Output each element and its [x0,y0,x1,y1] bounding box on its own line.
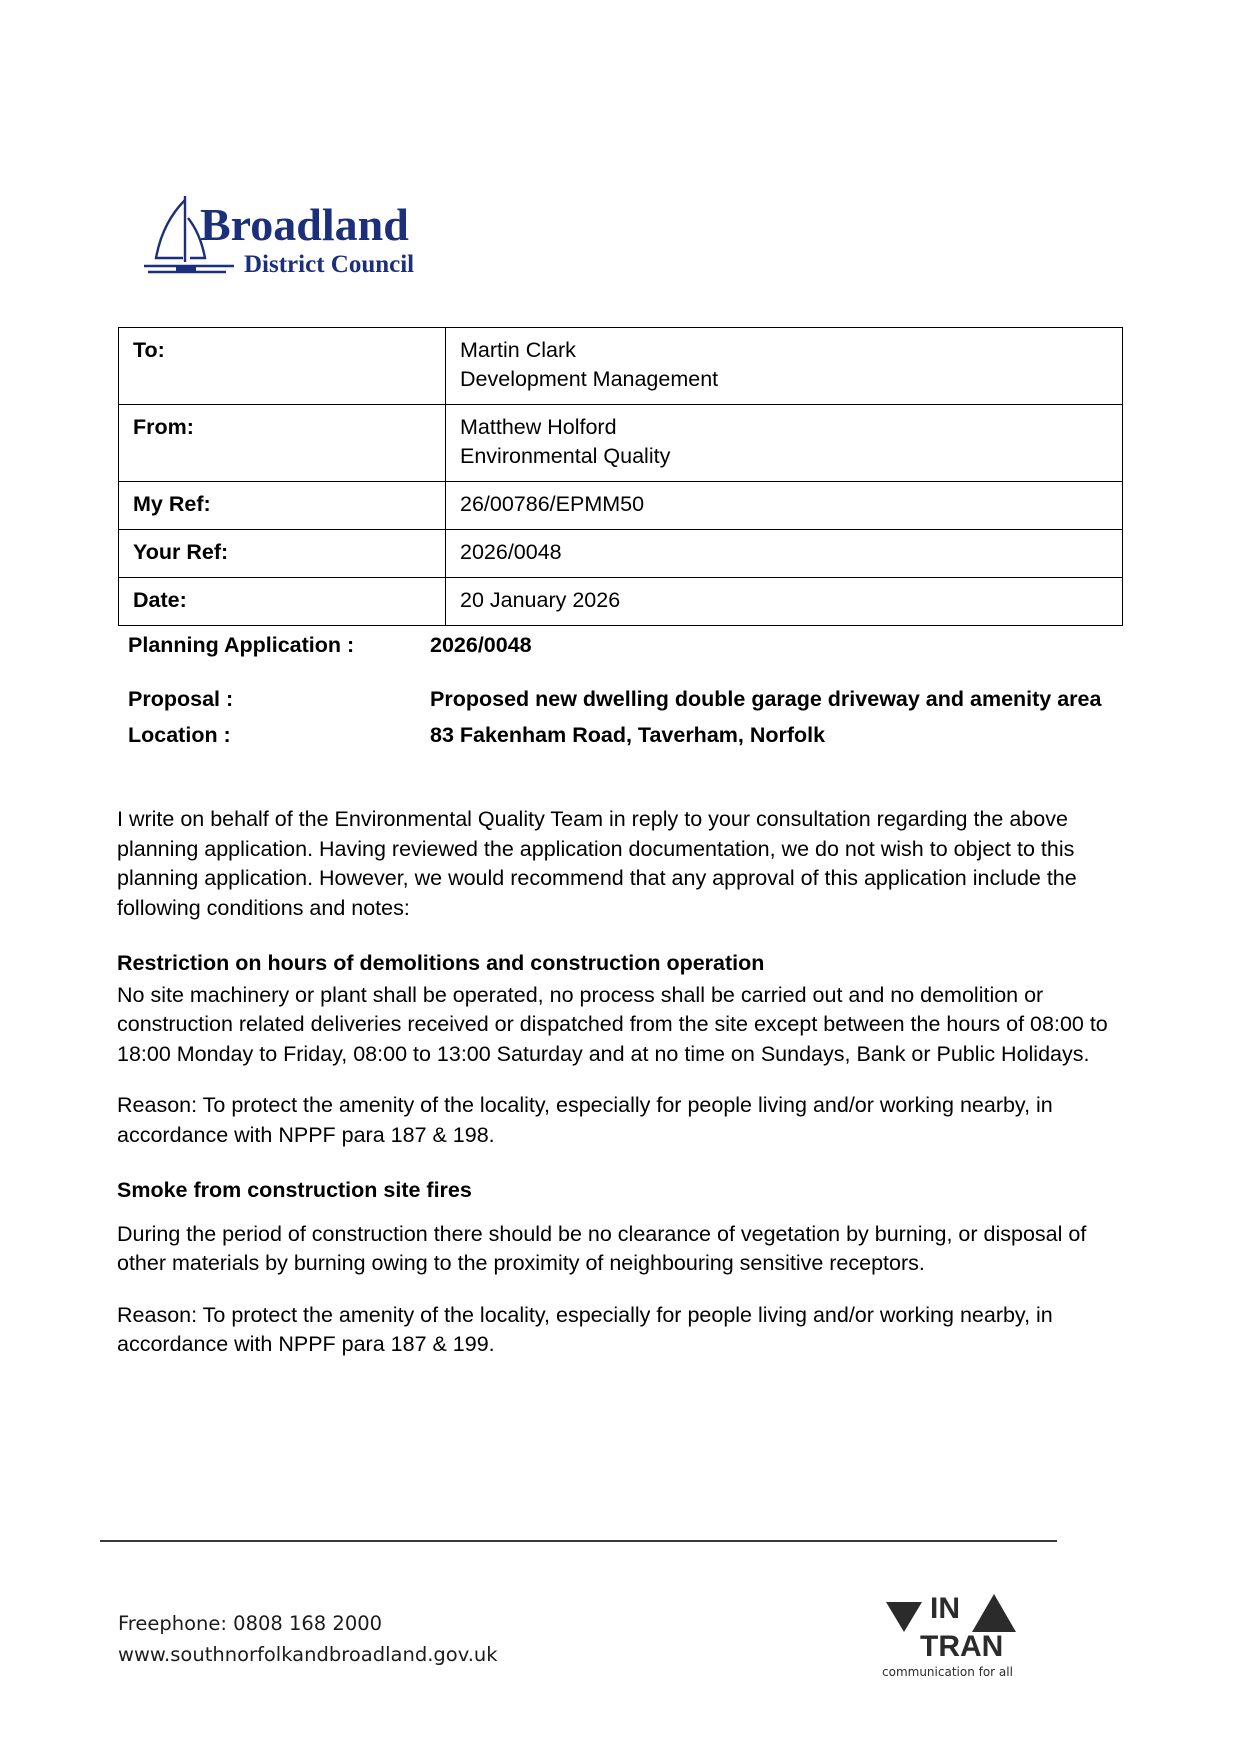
memo-value-line: Development Management [460,367,719,391]
table-row [119,578,1123,626]
intran-icon [876,1580,1056,1690]
planning-application-label: Planning Application : [128,633,355,657]
intran-line1-text: IN [930,1592,960,1625]
memo-value-from [446,405,1123,482]
section-body-construction-hours: No site machinery or plant shall be operated, no process shall be carried out and no demolition or construction related deliveries received or dispatched from the site except between the hours of 08:00 to 18:00 Monday to Friday, 08:00 to 13:00 Saturday and at no time on Sundays, Bank or Public Holidays. [117,982,1108,1066]
memo-value-your-ref: 2026/0048 [446,530,1123,578]
location-row [128,720,1118,750]
memo-value-to [446,328,1123,405]
broadland-district-council-logo [138,188,458,293]
intran-line2-text: TRAN [920,1630,1004,1663]
footer-contact [118,1608,498,1670]
intran-logo [876,1580,1056,1690]
memo-header-table [118,327,1123,626]
section-body-site-fires: During the period of construction there should be no clearance of vegetation by burning, or disposal of other materials by burning owing to the proximity of neighbouring sensitive receptors. [117,1221,1087,1275]
memo-label-to: To: [119,328,446,405]
memo-value-line: Matthew Holford [460,415,617,439]
intro-paragraph: I write on behalf of the Environmental Quality Team in reply to your consultation regarding the above planning application. Having reviewed the application documentation, we do not wish to object to this planning application. However, we would recommend that any approval of this application include the following conditions and notes: [117,807,1077,920]
section-heading-site-fires: Smoke from construction site fires [117,1178,472,1202]
logo-subtitle-text: District Council [244,251,415,278]
location-label: Location : [128,723,231,747]
table-row [119,482,1123,530]
memo-value-date: 20 January 2026 [446,578,1123,626]
footer-divider [100,1540,1057,1542]
memo-value-line: Environmental Quality [460,444,671,468]
footer-freephone: Freephone: 0808 168 2000 [118,1612,383,1635]
sailboat-icon [138,188,458,293]
memo-label-from: From: [119,405,446,482]
proposal-label: Proposal : [128,687,234,711]
memo-label-date: Date: [119,578,446,626]
table-row [119,405,1123,482]
logo-title-text: Broadland [200,199,409,250]
planning-application-row [128,630,1118,660]
application-summary [128,630,1118,750]
memo-value-line: Martin Clark [460,338,576,362]
proposal-row [128,684,1118,714]
section-reason-construction-hours: Reason: To protect the amenity of the locality, especially for people living and/or working nearby, in accordance with NPPF para 187 & 198. [117,1093,1053,1147]
table-row [119,530,1123,578]
planning-application-value: 2026/0048 [430,633,532,657]
table-row [119,328,1123,405]
memo-label-my-ref: My Ref: [119,482,446,530]
proposal-value: Proposed new dwelling double garage driveway and amenity area [430,687,1102,711]
location-value: 83 Fakenham Road, Taverham, Norfolk [430,723,826,747]
section-heading-construction-hours: Restriction on hours of demolitions and construction operation [117,951,765,975]
memo-label-your-ref: Your Ref: [119,530,446,578]
memo-value-my-ref: 26/00786/EPMM50 [446,482,1123,530]
section-reason-site-fires: Reason: To protect the amenity of the locality, especially for people living and/or working nearby, in accordance with NPPF para 187 & 199. [117,1302,1053,1356]
intran-tagline-text: communication for all [882,1665,1013,1679]
footer-website[interactable]: www.southnorfolkandbroadland.gov.uk [118,1643,498,1666]
letter-body [117,805,1122,1382]
